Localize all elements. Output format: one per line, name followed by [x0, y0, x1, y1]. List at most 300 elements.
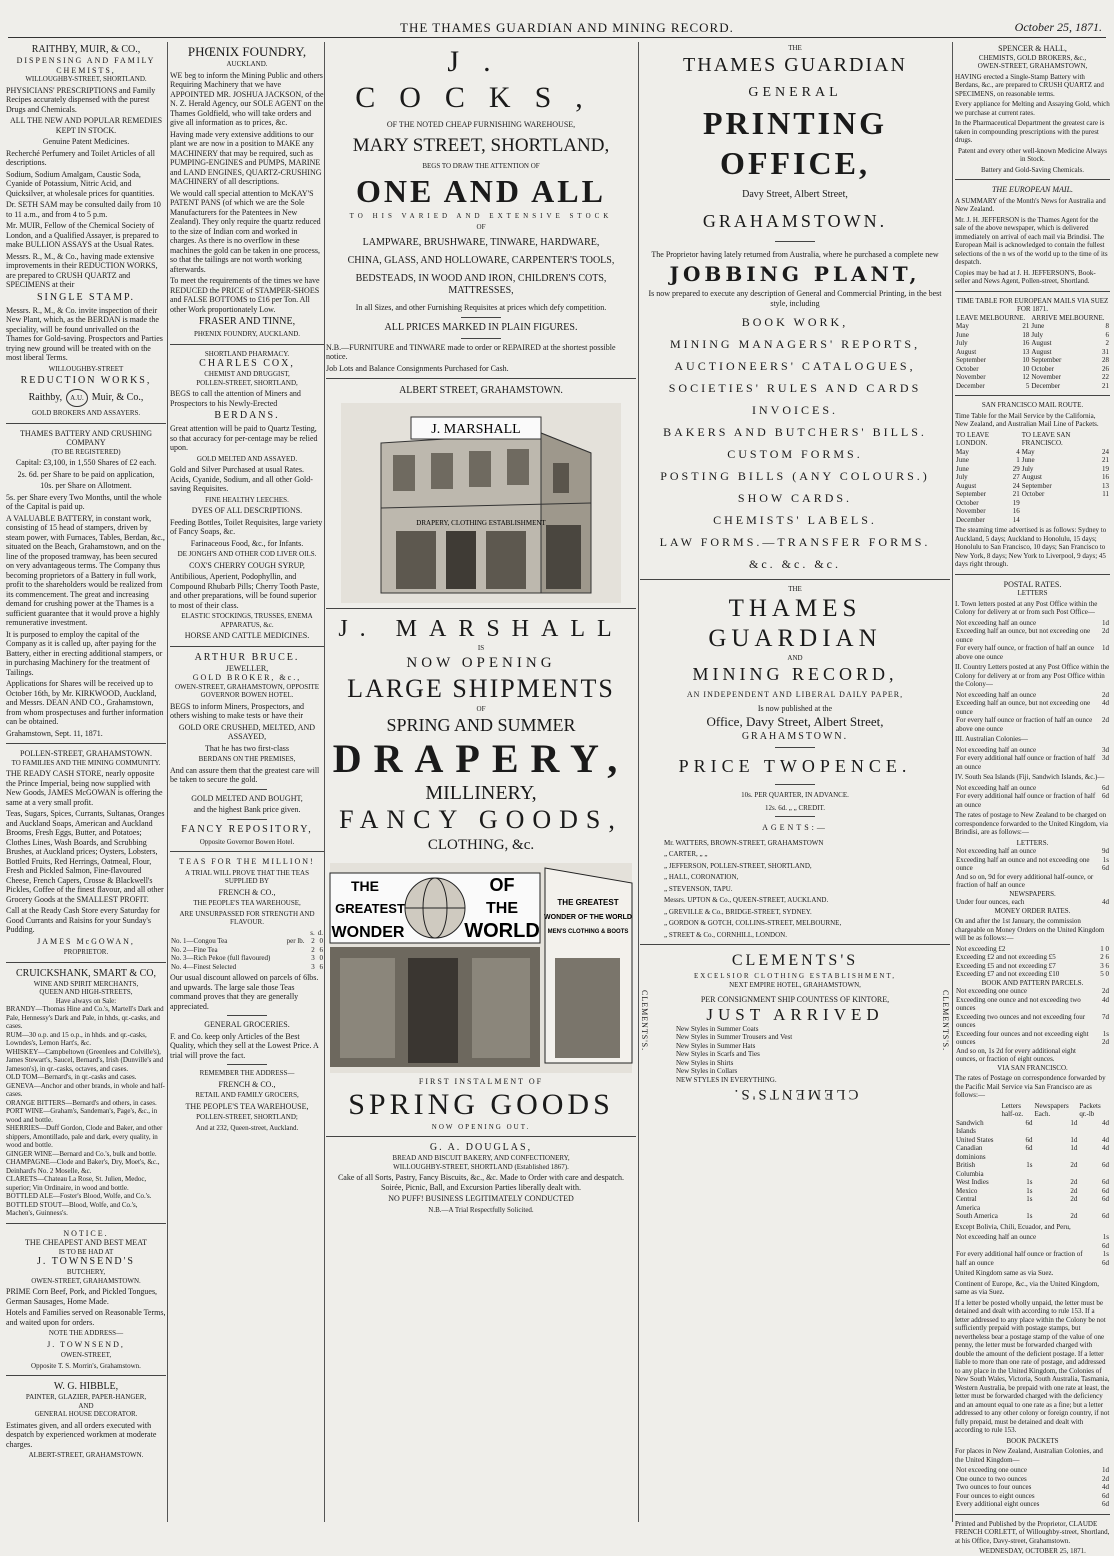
- table-row: [955, 945, 1110, 954]
- divider: [227, 819, 267, 820]
- table-cell: Not exceeding one ounce: [956, 987, 1027, 995]
- table-cell: May: [1021, 447, 1035, 456]
- table-cell: Exceeding half an ounce, but not exceeding one ounce: [956, 699, 1091, 716]
- table-cell: 6d: [1102, 1491, 1109, 1500]
- banner-word: THE: [486, 900, 518, 917]
- table-cell: 4d: [1102, 699, 1109, 707]
- service-item: INVOICES.: [752, 403, 838, 417]
- ad-text: AND: [78, 1401, 94, 1410]
- service-item: LAW FORMS.—TRANSFER FORMS.: [659, 535, 931, 549]
- table-cell: May: [956, 447, 969, 456]
- divider: [6, 743, 166, 744]
- ad-text: Except Bolivia, Chili, Ecuador, and Peru,: [955, 1222, 1071, 1231]
- ad-text: ONE AND ALL: [356, 173, 606, 209]
- table-cell: 5 0: [1100, 970, 1109, 978]
- ad-text: PER CONSIGNMENT SHIP COUNTESS OF KINTORE,: [700, 995, 890, 1004]
- table-cell: 1d: [1102, 618, 1109, 627]
- ad-text: 12s. 6d. „ „ CREDIT.: [765, 803, 825, 812]
- banner-word: WONDER: [331, 924, 405, 941]
- spirit-item: BOTTLED ALE—Foster's Blood, Wolfe, and Co.'s.: [6, 1192, 152, 1200]
- table-row: [955, 331, 1110, 340]
- spirit-item: BOTTLED STOUT—Blood, Wolfe, and Co.'s, Machen's, Guinness's.: [6, 1200, 138, 1217]
- column-rule: [638, 42, 639, 1522]
- table-row: [955, 1119, 1110, 1136]
- spirit-item: ORANGE BITTERS—Bernard's and others, in cases.: [6, 1098, 157, 1107]
- table-header-row: [955, 314, 1110, 323]
- ad-text: A TRIAL WILL PROVE THAT THE TEAS SUPPLIED BY: [185, 868, 309, 885]
- ad-heading: NOTICE.: [63, 1228, 109, 1238]
- ad-text: AGENTS:—: [762, 823, 828, 832]
- ad-text: Genuine Patent Medicines.: [42, 137, 130, 146]
- table-cell: 1s: [1026, 1161, 1033, 1169]
- ad-subheading: OF THE NOTED CHEAP FURNISHING WAREHOUSE,: [386, 120, 576, 129]
- table-header-cell: Newspapers Each.: [1034, 1101, 1069, 1118]
- ad-mcgowan: [6, 749, 166, 957]
- table-row: [955, 873, 1110, 890]
- ad-price: PRICE TWOPENCE.: [678, 756, 912, 776]
- rate-table: [955, 619, 1110, 662]
- section-subtitle: BOOK AND PATTERN PARCELS.: [981, 978, 1084, 987]
- ad-text: BUTCHERY,: [66, 1268, 106, 1276]
- ad-heading: THE EUROPEAN MAIL.: [991, 185, 1074, 194]
- ad-subheading: BREAD AND BISCUIT BAKERY, AND CONFECTIONERY,: [392, 1154, 570, 1162]
- table-cell: November: [956, 373, 986, 381]
- table-cell: October: [1031, 364, 1054, 373]
- ad-arthur-bruce: [170, 652, 324, 847]
- banner-word: OF: [489, 875, 515, 895]
- ad-text: Continent of Europe, &c., via the United Kingdom, same as via Suez.: [955, 1279, 1100, 1296]
- side-banner-text: MEN'S CLOTHING & BOOTS: [547, 929, 629, 935]
- table-cell: United States: [956, 1135, 994, 1144]
- ad-big-heading: PRINTING OFFICE,: [702, 104, 887, 181]
- table-row: [955, 784, 1110, 793]
- divider: [6, 1375, 166, 1376]
- table-cell: 10: [1022, 364, 1030, 373]
- ad-text: OF: [476, 704, 486, 713]
- table-cell: September: [1021, 481, 1052, 490]
- table-row: [955, 1178, 1110, 1187]
- ad-text: THE: [788, 44, 802, 52]
- ad-subheading: THE CHEAPEST AND BEST MEAT: [25, 1238, 147, 1247]
- table-cell: [1021, 507, 1091, 516]
- table-cell: 6d: [1025, 1118, 1033, 1127]
- rate-table: [955, 1233, 1110, 1267]
- table-body: [955, 691, 1110, 734]
- ad-signature: JAMES McGOWAN,: [37, 936, 135, 946]
- table-cell: 1d: [1102, 1466, 1109, 1474]
- table-cell: 2: [311, 937, 315, 945]
- table-cell: 21: [1102, 456, 1109, 464]
- style-item: New Styles in Collars: [676, 1067, 738, 1075]
- side-banner-text: WONDER OF THE WORLD: [544, 914, 632, 921]
- ad-text-inverted: CLEMENTS'S.: [731, 1086, 859, 1102]
- shop-window: [546, 525, 581, 589]
- tea-price-table: [170, 929, 324, 972]
- greatest-wonder-engraving: [330, 863, 632, 1073]
- table-header-cell: TO LEAVE SAN FRANCISCO.: [1021, 430, 1071, 447]
- table-cell: Mexico: [956, 1186, 978, 1195]
- table-cell: August: [1021, 473, 1042, 481]
- table-title: SAN FRANCISCO MAIL ROUTE.: [981, 401, 1084, 409]
- ad-text: Hotels and Families served on Reasonable Terms, and waited upon for orders.: [6, 1308, 166, 1327]
- ad-text: 2s. 6d. per Share to be paid on application,: [17, 469, 155, 479]
- table-cell: 2d: [1070, 1186, 1078, 1195]
- ad-text: PROPRIETOR.: [63, 948, 109, 956]
- table-cell: November: [1031, 373, 1061, 381]
- divider: [326, 1136, 636, 1137]
- table-cell: 2 6: [1100, 953, 1109, 961]
- clements-styles-list: [640, 1025, 950, 1085]
- table-cell: 2d: [1102, 690, 1109, 699]
- agents-list: [640, 839, 950, 940]
- section-subtitle: VIA SAN FRANCISCO.: [997, 1063, 1068, 1072]
- table-row: [955, 499, 1110, 508]
- ad-text: ALL PRICES MARKED IN PLAIN FIGURES.: [384, 321, 578, 333]
- ad-address: Davy Street, Albert Street,: [742, 188, 848, 200]
- table-cell: 1: [1016, 456, 1020, 464]
- table-cell: 1s 2d: [1102, 1029, 1109, 1046]
- spirit-item: OLD TOM—Bernard's, in qr.-casks and cases.: [6, 1073, 137, 1081]
- ad-text: FIRST INSTALMENT OF: [418, 1077, 544, 1086]
- table-cell: December: [956, 381, 985, 390]
- agent-item: Mr. WATTERS, BROWN-STREET, GRAHAMSTOWN: [664, 838, 824, 847]
- ad-text: And at 232, Queen-street, Auckland.: [195, 1123, 299, 1132]
- banner-word: GREATEST: [335, 901, 405, 916]
- table-cell: And so on, 9d for every additional half-ounce, or fraction of half an ounce: [956, 872, 1094, 889]
- table-cell: August: [956, 481, 977, 490]
- divider: [640, 579, 950, 580]
- ad-text: In all Sizes, and other Furnishing Requisites at prices which defy competition.: [355, 303, 607, 312]
- table-cell: 4d: [1102, 995, 1109, 1004]
- imprint-date: WEDNESDAY, OCTOBER 25, 1871.: [979, 1547, 1086, 1555]
- section-subtitle: BOOK PACKETS: [1006, 1436, 1059, 1445]
- ad-text: BERDANS ON THE PREMISES,: [198, 755, 296, 763]
- table-cell: 24: [1012, 481, 1020, 490]
- table-cell: [1090, 499, 1110, 508]
- ad-text: RETAIL AND FAMILY GROCERS,: [195, 1091, 299, 1099]
- suez-mail-timetable: [955, 297, 1110, 391]
- ad-side-text: CLEMENTS'S.: [941, 990, 950, 1052]
- ad-text: THE PEOPLE'S TEA WAREHOUSE,: [185, 1101, 309, 1111]
- table-row: [170, 963, 324, 972]
- shop-door: [446, 531, 476, 589]
- ad-text: BEGS TO DRAW THE ATTENTION OF: [422, 161, 540, 170]
- agent-item: „ GREVILLE & Co., BRIDGE-STREET, SYDNEY.: [664, 907, 812, 916]
- table-body: [955, 784, 1110, 810]
- table-row: [170, 954, 324, 963]
- ad-name: J. TOWNSEND'S: [37, 1256, 135, 1267]
- spirit-item: BRANDY—Thomas Hine and Co.'s, Martell's Dark and Pale, Hennessy's Dark and Pale, in hhds, qr.-casks, and cases.: [6, 1005, 164, 1030]
- table-cell: October: [956, 364, 979, 373]
- ad-charles-cox: [170, 350, 324, 641]
- table-cell: 18: [1022, 330, 1030, 339]
- table-row: [955, 465, 1110, 474]
- ad-name: CHARLES COX,: [199, 358, 295, 369]
- divider: [6, 962, 166, 963]
- ad-text: Battery and Gold-Saving Chemicals.: [980, 165, 1085, 174]
- table-cell: West Indies: [956, 1178, 989, 1186]
- table-cell: 1s 6d: [1102, 855, 1109, 872]
- table-cell: 4d: [1102, 1118, 1109, 1127]
- divider: [640, 944, 950, 945]
- ad-text: The rates of Postage on correspondence forwarded by the Pacific Mail Service via San Francisco are as follows:—: [955, 1074, 1106, 1099]
- table-row: [955, 490, 1110, 499]
- service-item: CHEMISTS' LABELS.: [713, 513, 877, 527]
- ad-text: TO HIS VARIED AND EXTENSIVE STOCK: [349, 212, 613, 220]
- table-cell: 6: [1105, 330, 1109, 339]
- table-cell: Not exceeding half an ounce: [956, 783, 1037, 792]
- window: [469, 451, 491, 487]
- newspaper-title: THE THAMES GUARDIAN AND MINING RECORD.: [400, 20, 734, 35]
- divider: [775, 747, 815, 748]
- section-subtitle: LETTERS.: [1016, 838, 1049, 847]
- ad-address: POLLEN-STREET, SHORTLAND,: [196, 378, 298, 387]
- ad-text: If a letter be posted wholly unpaid, the letter must be detained and dealt with according to rule 153. If a letter addressed to any place within the Colony be not sufficiently prepaid with postage stamps, but nevertheless bear a postage stamp of the value of one penny, the letter must be forwarded charged with double the amount of the deficient postage. If a letter liable to more than one rate of postage, and addressed to any place in the United Kingdom, the Colonies of New South Wales, Victoria, South Australia, Tasmania, Western Australia, be prepaid with one rate at least, the letter must be forwarded charged with the deficiency and an amount equal to one rate as a fine; but a letter addressed to any other colony or foreign country, if not fully prepaid, must be detained and dealt with according to rule 153.: [955, 1298, 1110, 1434]
- agent-item: „ STREET & Co., CORNHILL, LONDON.: [664, 930, 787, 939]
- ad-address: MARY STREET, SHORTLAND,: [352, 134, 610, 156]
- ad-text: NOW OPENING: [406, 654, 556, 671]
- table-row: [955, 1212, 1110, 1221]
- table-cell: 14: [1012, 515, 1020, 524]
- table-row: [170, 946, 324, 955]
- ad-address: OWEN-STREET, GRAHAMSTOWN.: [31, 1276, 141, 1285]
- ad-text: Messrs. R., M., & Co., having made extensive improvements in their REDUCTION WORKS, are prepared to CRUSH QUARTZ and SPECIMENS at their: [6, 251, 158, 289]
- divider: [170, 344, 324, 345]
- ad-signature: FRASER AND TINNE,: [198, 316, 296, 327]
- table-cell: [170, 929, 286, 938]
- ad-text: Every appliance for Melting and Assaying Gold, which we purchase at current rates.: [955, 100, 1110, 117]
- table-cell: [286, 963, 309, 972]
- masthead-rule: [8, 37, 1106, 38]
- agent-item: Messrs. UPTON & Co., QUEEN-STREET, AUCKLAND.: [664, 896, 829, 904]
- ad-text: THE READY CASH STORE, nearly opposite the Prince Imperial, being now supplied with New Goods, JAMES McGOWAN is offering the same at a very small profit.: [6, 769, 163, 807]
- ad-text: Great attention will be paid to Quartz Testing, so that accuracy for per-centage may be relied upon.: [170, 424, 318, 452]
- table-cell: 13: [1102, 481, 1109, 490]
- table-cell: 1s: [1026, 1195, 1033, 1203]
- ad-text: 10s. PER QUARTER, IN ADVANCE.: [741, 791, 849, 799]
- ad-heading: G. A. DOUGLAS,: [429, 1142, 533, 1153]
- ad-text: IV. South Sea Islands (Fiji, Sandwich Islands, &c.)—: [955, 773, 1105, 781]
- ad-text: and the highest Bank price given.: [193, 805, 301, 814]
- table-cell: [1090, 507, 1110, 516]
- ad-text: A VALUABLE BATTERY, in constant work, consisting of 15 head of stampers, driven by steam power, with Furnaces, Tables, Berdan, &c., situated on the Beach, Grahamstown, and on the line of the proposed tramway, has been secured on very advantageous terms. The Company thus becoming proprietors of a Battery in full work, profit to the shareholders would be realized from its commencement. The great and increasing demand for crushing power at the Thames is a sufficient guarantee that it would prove a highly remunerative investment.: [6, 513, 165, 627]
- ad-text: DRAPERY,: [332, 736, 630, 781]
- table-body: [955, 746, 1110, 772]
- shop-window: [486, 531, 526, 589]
- table-cell: Not exceeding half an ounce: [956, 1233, 1037, 1241]
- ad-text: To meet the requirements of the times we have REDUCED the PRICE of STAMPER-SHOES and FALSE BOTTOMS to £16 per Ton. All other Work proportionately Low.: [170, 276, 320, 314]
- ad-text: Having made very extensive additions to our plant we are now in a position to MAKE any MACHINERY that may be required, such as PUMPING-ENGINES and PUMPS, MARINE and LAND ENGINES, QUARTZ-CRUSHING MACHINERY of all descriptions.: [170, 129, 322, 186]
- style-item: New Styles in Summer Hats: [676, 1041, 756, 1050]
- banner-word: WORLD: [464, 920, 540, 942]
- table-cell: British Columbia: [956, 1161, 984, 1178]
- table-row: [955, 356, 1110, 365]
- ad-heading: J. COCKS,: [355, 45, 607, 114]
- table-cell: Exceeding half an ounce, but not exceeding one ounce: [956, 627, 1091, 644]
- agent-item: „ STEVENSON, TAPU.: [664, 884, 733, 893]
- table-cell: August: [956, 347, 977, 356]
- ad-text: REMEMBER THE ADDRESS—: [199, 1069, 295, 1077]
- ad-text: It is purposed to employ the capital of the Company as it is called up, after paying for the Battery, either in erecting additional stampers, or in purchasing Machinery for the treatment of Tailings.: [6, 629, 163, 677]
- ad-subheading: JEWELLER,: [225, 663, 269, 673]
- ad-text: Our usual discount allowed on parcels of 6lbs. and upwards. The large sale those Teas command proves that they are generally appreciated.: [170, 973, 319, 1011]
- ad-heading: ARTHUR BRUCE.: [194, 651, 300, 663]
- ad-text: II. Country Letters posted at any Post Office within the Colony for delivery at or from any Post Office within the Colony—: [955, 663, 1110, 688]
- table-body: [955, 619, 1110, 662]
- ad-text: THE: [788, 585, 802, 593]
- ad-text: Time Table for the Mail Service by the California, New Zealand, and Australian Mail Line of Packets.: [955, 411, 1099, 428]
- ad-subheading: DISPENSING AND FAMILY CHEMISTS,: [16, 56, 156, 75]
- table-title: TIME TABLE FOR EUROPEAN MAILS VIA SUEZ FOR 1871.: [956, 296, 1109, 313]
- printing-services-list: [640, 315, 950, 572]
- ad-address: OWEN-STREET, GRAHAMSTOWN, OPPOSITE GOVERNOR BOWEN HOTEL.: [174, 682, 320, 699]
- issue-date: October 25, 1871.: [1014, 20, 1102, 34]
- table-cell: 26: [1102, 364, 1109, 373]
- ad-french-teas: [170, 857, 324, 1132]
- table-row: [955, 473, 1110, 482]
- ad-text: Messrs. R., M., & Co. invite inspection of their New Plant, which, as the BERDAN is made the speciality, will be found unrivalled on the Thames for Gold-saving. Prospectors and Parties trying new ground will be treated with on the most liberal Terms.: [6, 305, 163, 362]
- ad-text: Farinaceous Food, &c., for Infants.: [190, 538, 304, 548]
- ad-text: FRENCH & CO.,: [218, 1079, 276, 1089]
- ad-address: OWEN-STREET, GRAHAMSTOWN,: [977, 62, 1088, 70]
- ad-heading: CRUICKSHANK, SMART & CO,: [15, 967, 157, 979]
- divider: [955, 179, 1110, 180]
- ad-text: GENERAL HOUSE DECORATOR.: [34, 1410, 138, 1418]
- agent-item: „ JEFFERSON, POLLEN-STREET, SHORTLAND,: [664, 861, 812, 870]
- table-cell: 24: [1102, 447, 1109, 456]
- table-cell: 21: [1102, 381, 1109, 390]
- ad-heading: W. G. HIBBLE,: [53, 1381, 119, 1392]
- table-cell: July: [956, 473, 968, 481]
- table-cell: 2: [1105, 339, 1109, 347]
- ad-address: QUEEN AND HIGH-STREETS,: [39, 988, 133, 996]
- table-cell: 6d: [1102, 1161, 1109, 1169]
- table-body: [955, 1466, 1110, 1509]
- divider: [955, 395, 1110, 396]
- table-cell: June: [1021, 456, 1035, 464]
- ad-text: HAVING erected a Single-Stamp Battery with Berdans, &c., are prepared to CRUSH QUARTZ and SPECIMENS, on reasonable terms.: [955, 72, 1104, 98]
- ad-text: Recherché Perfumery and Toilet Articles of all descriptions.: [6, 148, 156, 167]
- service-item: CUSTOM FORMS.: [727, 447, 863, 461]
- ad-text: ALL THE NEW AND POPULAR REMEDIES KEPT IN STOCK.: [9, 116, 163, 135]
- table-cell: 6d: [1102, 1195, 1109, 1203]
- table-cell: For every additional half ounce or fraction of half an ounce: [956, 792, 1096, 809]
- section-subtitle: LETTERS: [1017, 589, 1048, 597]
- table-cell: 0: [319, 954, 323, 962]
- ad-address: ALBERT-STREET, GRAHAMSTOWN.: [28, 1451, 144, 1459]
- agent-item: „ CARTER, „ „: [664, 850, 708, 858]
- ad-text: Opposite Governor Bowen Hotel.: [199, 837, 295, 846]
- table-header-row: [170, 929, 324, 938]
- table-cell: 1s: [1026, 1212, 1033, 1220]
- table-cell: [1090, 516, 1110, 525]
- divider: [170, 851, 324, 852]
- table-header-cell: Packets qr.-lb: [1079, 1101, 1101, 1118]
- ad-text: CHINA, GLASS, AND HOLLOWARE, CARPENTER'S TOOLS,: [347, 255, 615, 266]
- agent-item: „ GORDON & GOTCH, COLLINS-STREET, MELBOURNE,: [664, 919, 842, 927]
- table-cell: [286, 946, 309, 955]
- table-cell: For every half ounce, or fraction of half an ounce above one ounce: [956, 644, 1094, 661]
- rate-table: [955, 691, 1110, 734]
- window: [393, 455, 415, 491]
- table-cell: 4d: [1102, 1483, 1109, 1491]
- table-row: [955, 448, 1110, 457]
- table-cell: June: [1031, 322, 1045, 330]
- ad-subheading: AUCKLAND.: [226, 60, 268, 68]
- column-rule: [167, 42, 168, 1522]
- ad-text: WILLOUGHBY-STREET: [48, 364, 124, 373]
- table-body: [955, 945, 1110, 979]
- table-cell: 6d: [1025, 1135, 1033, 1144]
- ad-text: BEGS to inform Miners, Prospectors, and others wishing to make tests or have their: [170, 701, 304, 720]
- divider: [227, 1015, 267, 1016]
- ad-subheading: GENERAL: [748, 84, 842, 100]
- ad-cruickshank: [6, 968, 166, 1218]
- ad-text: Capital: £3,100, in 1,550 Shares of £2 each.: [15, 458, 157, 467]
- ad-heading: PHŒNIX FOUNDRY,: [187, 44, 307, 59]
- table-cell: 16: [1022, 339, 1030, 347]
- table-row: [955, 746, 1110, 755]
- divider: [227, 1064, 267, 1065]
- side-banner-text: THE GREATEST: [557, 898, 619, 907]
- table-cell: 1s: [1026, 1178, 1033, 1186]
- ad-logo-line: [6, 389, 166, 407]
- table-row: [955, 1233, 1110, 1250]
- ad-heading: THAMES BATTERY AND CRUSHING COMPANY: [20, 428, 152, 447]
- rate-table: [955, 784, 1110, 810]
- table-cell: [1021, 516, 1091, 525]
- table-cell: Not exceeding half an ounce: [956, 690, 1037, 699]
- ad-text: 10s. per Share on Allotment.: [40, 481, 132, 490]
- table-header-cell: s.: [310, 928, 315, 937]
- ad-address: ALBERT STREET, GRAHAMSTOWN.: [399, 385, 563, 396]
- ad-text: WE beg to inform the Mining Public and others Requiring Machinery that we have APPOINTED MR. JOSHUA JACKSON, of the N. Z. Herald Agency, our SOLE AGENT on the Thames Goldfield, who will take orders and give all information as to prices, &c.: [170, 70, 324, 127]
- table-cell: Not exceeding half an ounce: [956, 847, 1037, 855]
- ad-subheading: CHEMISTS, GOLD BROKERS, &c.,: [978, 53, 1087, 62]
- table-cell: 8: [1105, 322, 1109, 330]
- style-item: NEW STYLES IN EVERYTHING.: [676, 1075, 777, 1084]
- table-cell: May: [956, 322, 969, 330]
- ad-townsend: [6, 1229, 166, 1371]
- table-cell: 1d: [1070, 1144, 1078, 1152]
- table-cell: Under four ounces, each: [956, 898, 1025, 906]
- ad-text: Cake of all Sorts, Pastry, Fancy Biscuits, &c., &c. Made to Order with care and despatch. Soirée, Picnic, Ball, and Excursion Parties liberally dealt with.: [337, 1173, 625, 1192]
- ad-subheading: PAINTER, GLAZIER, PAPER-HANGER,: [25, 1393, 147, 1401]
- column-5: [955, 44, 1110, 1555]
- spirit-item: CHAMPAGNE—Clode and Baker's, Dry, Moet's, &c., Deinhard's No. 2 Moselle, &c.: [6, 1158, 160, 1175]
- table-cell: 6: [319, 962, 323, 971]
- window: [431, 453, 453, 489]
- ad-text: FRENCH & CO.,: [218, 887, 276, 897]
- table-cell: [1096, 873, 1110, 890]
- table-row: [955, 1030, 1110, 1047]
- table-cell: 31: [1102, 347, 1109, 356]
- ad-text: United Kingdom same as via Suez.: [955, 1269, 1054, 1277]
- shop-window: [555, 958, 620, 1058]
- table-cell: Exceeding four ounces and not exceeding eight ounces: [956, 1029, 1089, 1046]
- table-cell: 16: [1102, 473, 1109, 481]
- table-cell: October: [956, 498, 979, 507]
- table-cell: 6d: [1102, 792, 1109, 800]
- service-item: SHOW CARDS.: [737, 491, 853, 505]
- ad-text: Estimates given, and all orders executed with despatch by experienced workmen at moderate charges.: [6, 1420, 157, 1449]
- ad-text: I. Town letters posted at any Post Office within the Colony for delivery at or from such Post Office—: [955, 599, 1098, 616]
- table-row: [955, 996, 1110, 1013]
- ad-subheading: MINING RECORD,: [692, 664, 898, 684]
- table-header-cell: LEAVE MELBOURNE.: [956, 313, 1026, 322]
- table-cell: 1d: [1102, 644, 1109, 652]
- ad-subheading: CHEMIST AND DRUGGIST,: [204, 370, 290, 378]
